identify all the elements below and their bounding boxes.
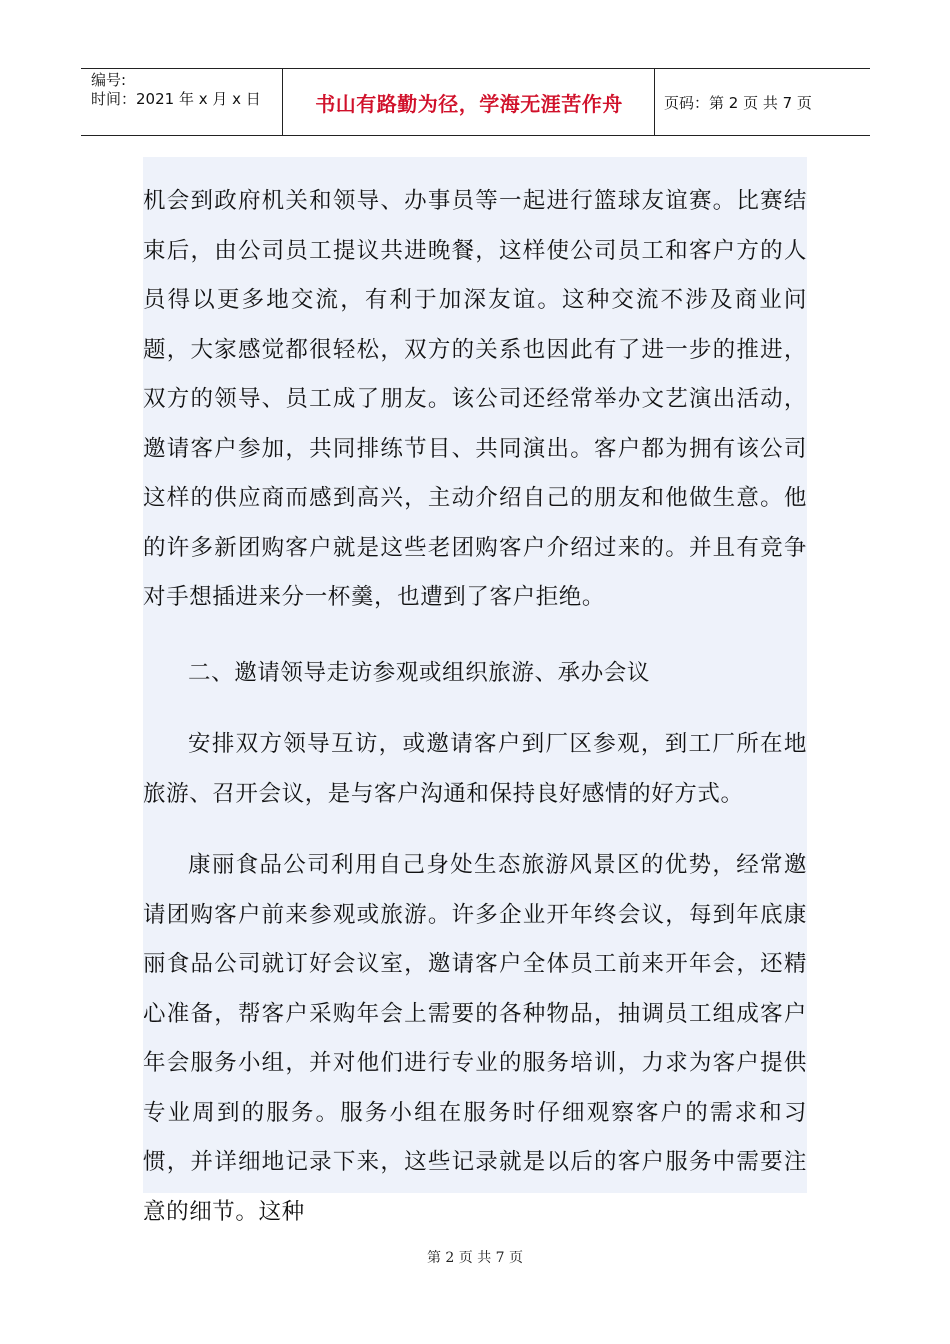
body-paragraph: 康丽食品公司利用自己身处生态旅游风景区的优势，经常邀请团购客户前来参观或旅游。许多企业开年终会议，每到年底康丽食品公司就订好会议室，邀请客户全体员工前来开年会，还精心准备，帮客户采购年会上需要的各种物品，抽调员工组成客户年会服务小组，并对他们进行专业的服务培训，力求为客户提供专业周到的服务。服务小组在服务时仔细观察客户的需求和习惯，并详细地记录下来，这些记录就是以后的客户服务中需要注意的细节。这种 <box>143 852 807 1225</box>
document-number-label: 编号: <box>91 71 127 89</box>
page-footer: 第 2 页 共 7 页 <box>426 1250 524 1266</box>
header-meta <box>91 71 261 109</box>
body-paragraph: 机会到政府机关和领导、办事员等一起进行篮球友谊赛。比赛结束后，由公司员工提议共进晚餐，这样使公司员工和客户方的人员得以更多地交流，有利于加深友谊。这种交流不涉及商业问题，大家感觉都很轻松，双方的关系也因此有了进一步的推进，双方的领导、员工成了朋友。该公司还经常举办文艺演出活动，邀请客户参加，共同排练节目、共同演出。客户都为拥有该公司这样的供应商而感到高兴，主动介绍自己的朋友和他做生意。他的许多新团购客户就是这些老团购客户介绍过来的。并且有竞争对手想插进来分一杯羹，也遭到了客户拒绝。 <box>143 188 807 610</box>
document-date-label: 时间：2021 年 x 月 x 日 <box>91 90 261 108</box>
section-heading: 二、邀请领导走访参观或组织旅游、承办会议 <box>188 660 651 686</box>
page-header <box>81 68 870 136</box>
document-body <box>143 157 807 1225</box>
body-paragraph: 安排双方领导互访，或邀请客户到厂区参观，到工厂所在地旅游、召开会议，是与客户沟通和保持良好感情的好方式。 <box>143 731 807 807</box>
header-motto: 书山有路勤为径，学海无涯苦作舟 <box>315 91 623 116</box>
header-page-indicator: 页码：第 2 页 共 7 页 <box>664 94 812 112</box>
